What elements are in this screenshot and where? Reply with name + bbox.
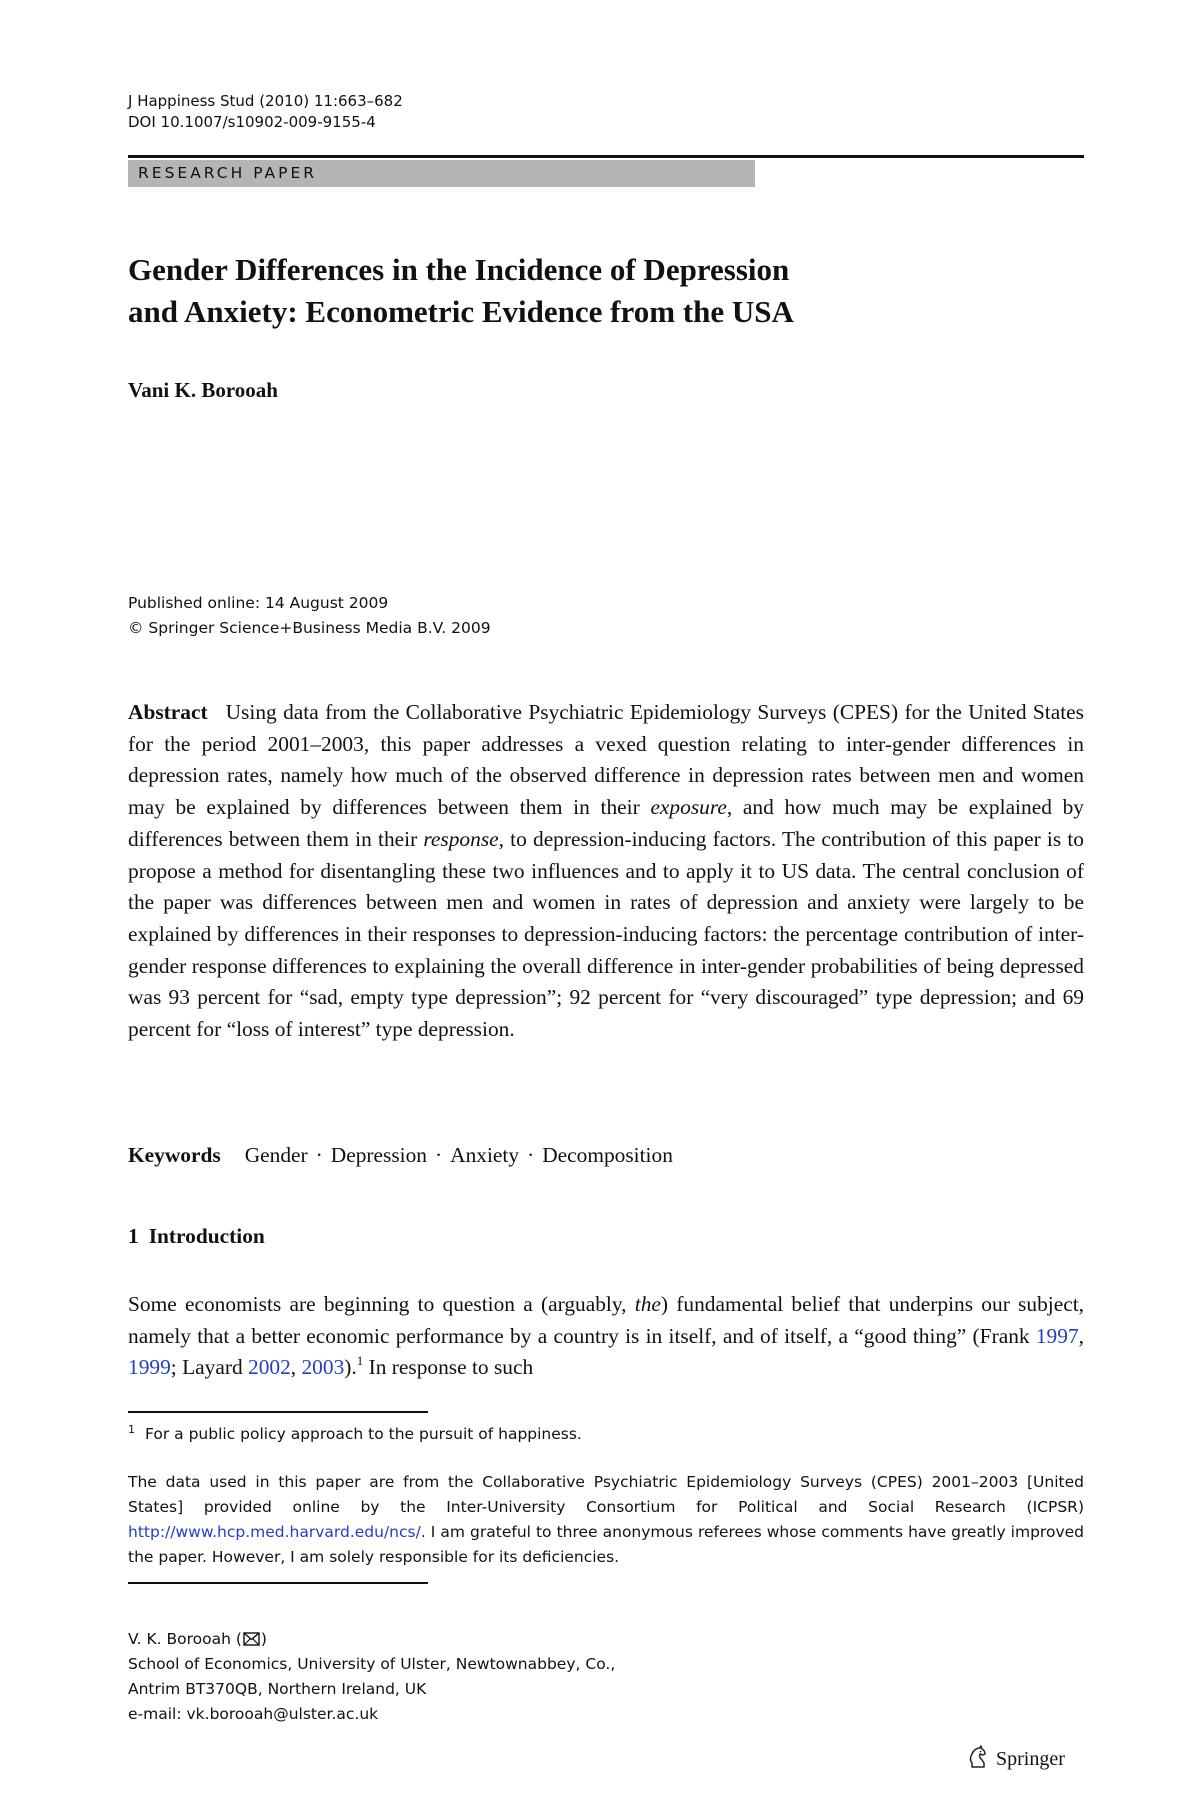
footnote-ref[interactable]: 1 (356, 1353, 364, 1369)
abstract (128, 697, 1084, 1046)
keywords-label: Keywords (128, 1143, 221, 1167)
keyword: Depression (330, 1143, 428, 1167)
title-line-2: and Anxiety: Econometric Evidence from the USA (128, 294, 794, 329)
footnote (128, 1420, 582, 1444)
intro-text-e: In response to such (363, 1355, 534, 1380)
data-note-text-a: The data used in this paper are from the Collaborative Psychiatric Epidemiology Surveys (CPES) 2001–2003 [United States] provided online by the Inter-University Consortium for Political and Social Research (ICPSR) (128, 1473, 1084, 1516)
citation-link[interactable]: 1999 (128, 1355, 171, 1380)
contact-email[interactable]: e-mail: vk.borooah@ulster.ac.uk (128, 1705, 379, 1723)
keyword-separator: · (315, 1143, 323, 1167)
footnote-text: For a public policy approach to the pursuit of happiness. (145, 1425, 582, 1443)
publication-info (128, 591, 491, 641)
publisher-name: Springer (996, 1748, 1065, 1770)
paper-title (128, 249, 1028, 333)
contact-name-end: ) (260, 1630, 267, 1648)
citation-link[interactable]: 1997 (1035, 1323, 1079, 1348)
intro-text-b: ) fundamental belief that underpins our subject, namely that a better economic performance by a country is in itself, and of itself, a “good thing” (Frank (128, 1292, 1084, 1348)
published-date: Published online: 14 August 2009 (128, 594, 389, 612)
abstract-text-b: , and how much may be explained by differences between them in their (128, 795, 1084, 851)
contact-name-line (128, 1627, 615, 1652)
author-name: Vani K. Borooah (128, 378, 278, 402)
ncs-url-link[interactable]: http://www.hcp.med.harvard.edu/ncs/ (128, 1523, 421, 1541)
intro-text-d: ). (344, 1355, 357, 1380)
abstract-em-response: response (423, 826, 499, 851)
keyword-separator: · (435, 1143, 443, 1167)
springer-knight-icon (966, 1745, 990, 1769)
data-note-text-b: . I am grateful to three anonymous referees whose comments have greatly improved the paper. However, I am solely responsible for its deficiencies. (128, 1523, 1084, 1566)
contact-name: V. K. Borooah ( (128, 1630, 242, 1648)
intro-text-c: ; Layard (170, 1355, 248, 1380)
keyword: Anxiety (450, 1143, 520, 1167)
article-type-label: RESEARCH PAPER (138, 164, 318, 182)
doi[interactable]: DOI 10.1007/s10902-009-9155-4 (128, 113, 376, 131)
author-contact (128, 1627, 615, 1727)
footnote-rule (128, 1411, 428, 1413)
envelope-icon[interactable] (243, 1632, 260, 1646)
copyright: © Springer Science+Business Media B.V. 2009 (128, 619, 491, 637)
abstract-label: Abstract (128, 700, 208, 724)
title-line-1: Gender Differences in the Incidence of Depression (128, 252, 790, 287)
section-heading (128, 1224, 265, 1249)
contact-address-1: School of Economics, University of Ulster, Newtownabbey, Co., (128, 1655, 616, 1673)
article-type-bar (128, 160, 755, 187)
citation-link[interactable]: 2002 (248, 1355, 291, 1380)
footnote-mark: 1 (128, 1423, 135, 1436)
keyword: Gender (244, 1143, 308, 1167)
contact-rule (128, 1582, 428, 1584)
data-note (128, 1470, 1084, 1570)
intro-paragraph (128, 1289, 1084, 1384)
abstract-em-exposure: exposure (650, 795, 727, 820)
keyword-separator: · (527, 1143, 535, 1167)
journal-citation: J Happiness Stud (2010) 11:663–682 (128, 92, 403, 110)
section-title: Introduction (148, 1224, 265, 1248)
publisher-logo (966, 1745, 1065, 1772)
intro-comma: , (290, 1355, 302, 1380)
contact-address-2: Antrim BT370QB, Northern Ireland, UK (128, 1680, 427, 1698)
journal-header (128, 91, 403, 133)
section-number: 1 (128, 1224, 139, 1248)
intro-text-a: Some economists are beginning to question a (arguably, (128, 1292, 635, 1316)
intro-em: the (634, 1292, 661, 1316)
header-rule (128, 155, 1084, 158)
keywords (128, 1140, 673, 1170)
citation-link[interactable]: 2003 (301, 1355, 345, 1380)
intro-comma: , (1078, 1323, 1084, 1348)
abstract-text-a: Using data from the Collaborative Psychiatric Epidemiology Surveys (CPES) for the United States for the period 2001–2003, this paper addresses a vexed question relating to inter-gender differences in depression rates, namely how much of the observed difference in depression rates between men and women may be explained by differences between them in their (128, 700, 1084, 820)
abstract-text-c: , to depression-inducing factors. The contribution of this paper is to propose a method for disentangling these two influences and to apply it to US data. The central conclusion of the paper was differences between men and women in rates of depression and anxiety were largely to be explained by differences in their responses to depression-inducing factors: the percentage contribution of inter-gender response differences to explaining the overall difference in inter-gender probabilities of being depressed was 93 percent for “sad, empty type depression”; 92 percent for “very discouraged” type depression; and 69 percent for “loss of interest” type depression. (128, 826, 1084, 1042)
keyword: Decomposition (542, 1143, 673, 1167)
